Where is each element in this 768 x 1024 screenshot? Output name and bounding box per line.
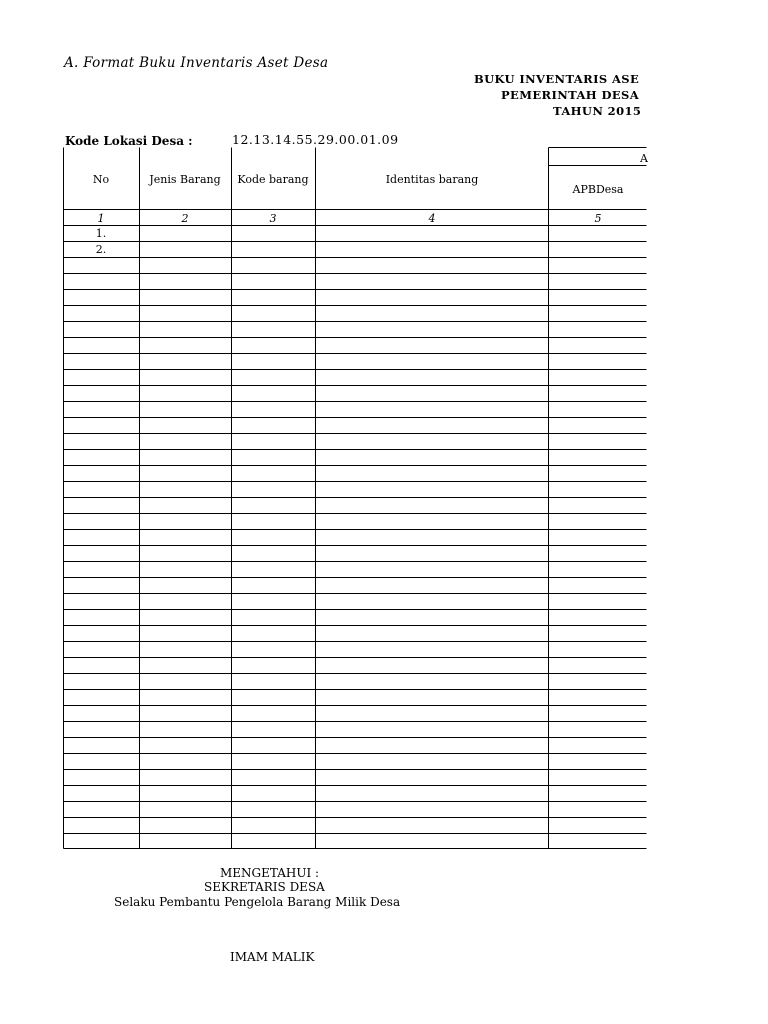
column-number-4: 4 [428, 212, 436, 225]
acknowledged-label: MENGETAHUI : [220, 866, 320, 880]
secretary-role: Selaku Pembantu Pengelola Barang Milik Desa [114, 895, 401, 909]
column-number-1: 1 [97, 212, 105, 225]
location-code-value: 12.13.14.55.29.00.01.09 [232, 132, 399, 147]
header-identitas-barang: Identitas barang [385, 173, 479, 186]
row-number-1: 1. [95, 227, 107, 240]
year-label: TAHUN 2015 [553, 104, 642, 118]
section-title: A. Format Buku Inventaris Aset Desa [64, 55, 329, 71]
header-jenis-barang: Jenis Barang [149, 173, 221, 186]
header-kode-barang: Kode barang [237, 173, 309, 186]
inventory-table [63, 147, 647, 849]
government-label: PEMERINTAH DESA [501, 88, 640, 102]
header-apbdesa: APBDesa [572, 183, 624, 196]
column-number-5: 5 [594, 212, 602, 225]
signatory-name: IMAM MALIK [230, 950, 315, 964]
book-title: BUKU INVENTARIS ASE [474, 72, 640, 86]
location-code-label: Kode Lokasi Desa : [65, 134, 193, 148]
column-number-3: 3 [269, 212, 277, 225]
header-group: A [640, 152, 648, 165]
row-number-2: 2. [95, 243, 107, 256]
column-number-2: 2 [181, 212, 189, 225]
inventory-table-grid [63, 147, 647, 849]
header-no: No [92, 173, 110, 186]
secretary-title: SEKRETARIS DESA [204, 880, 325, 894]
